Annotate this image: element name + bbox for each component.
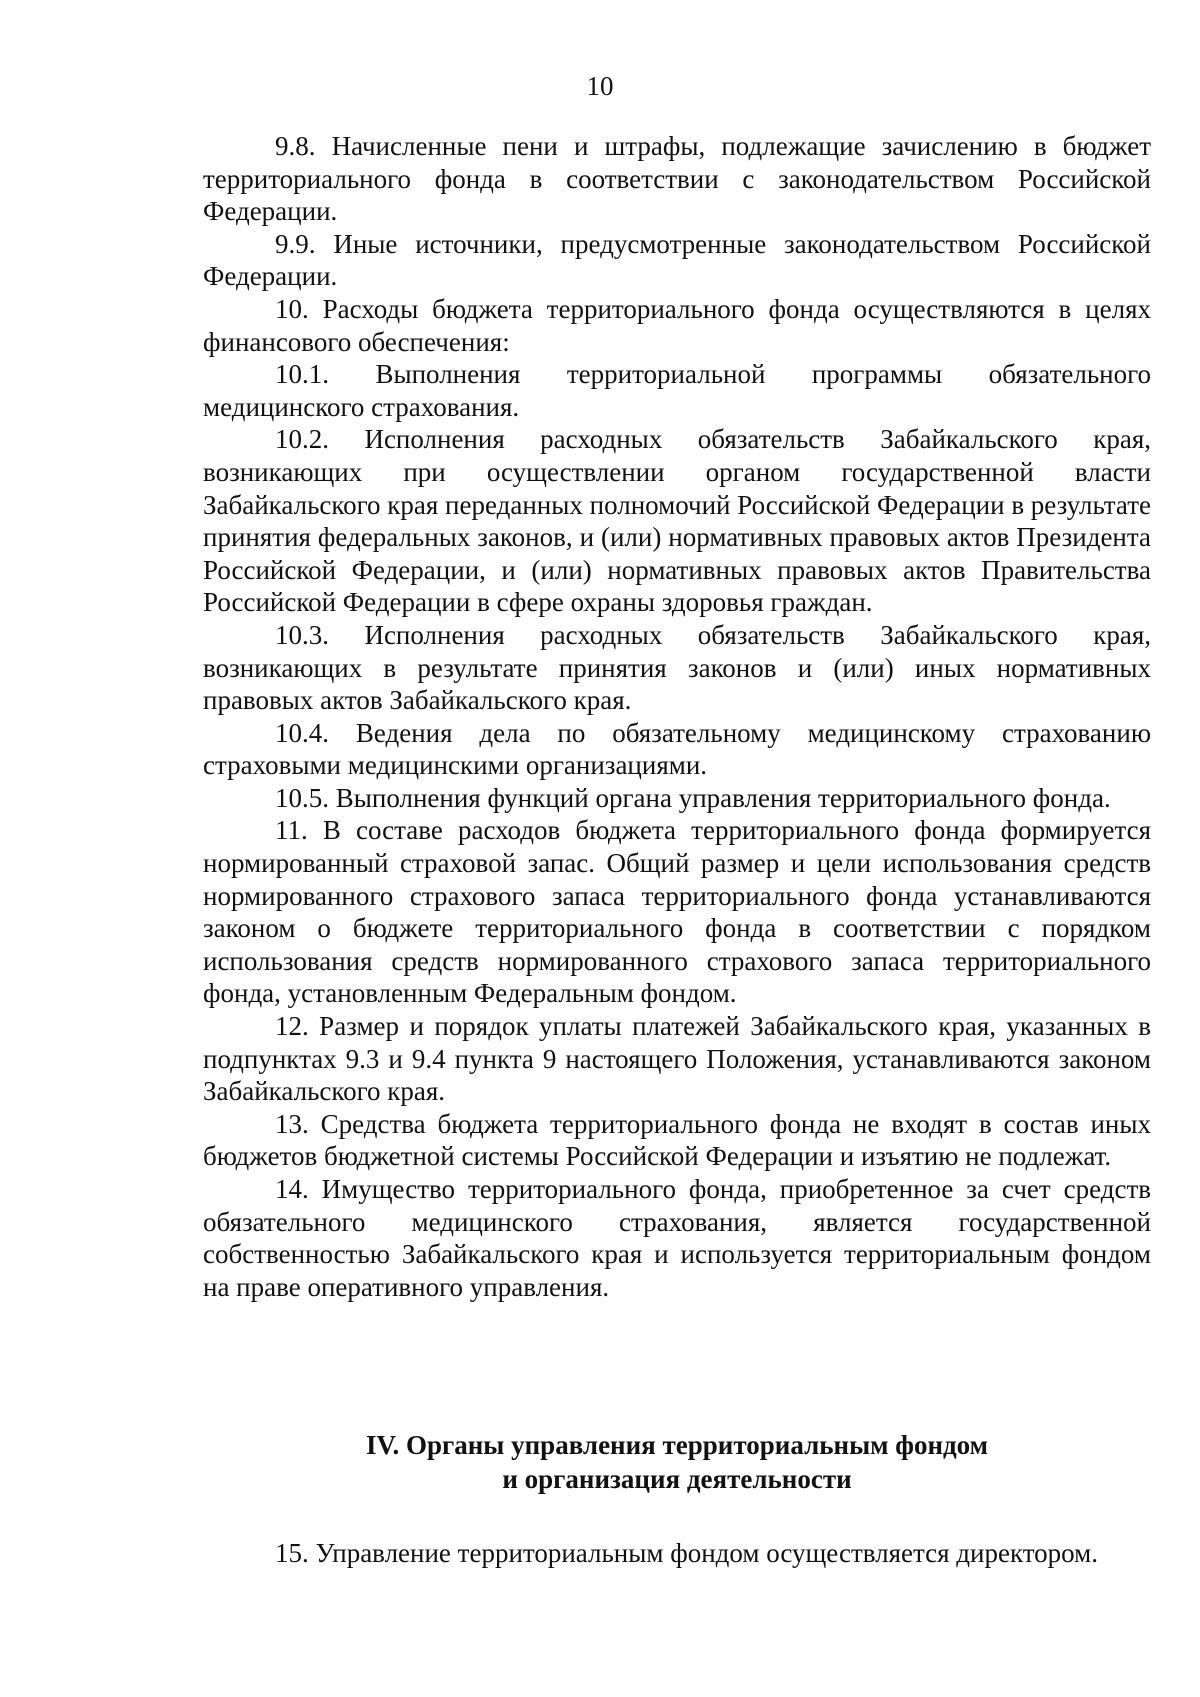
paragraph-10-4: 10.4. Ведения дела по обязательному медицинскому страхованию страховыми медицинскими организациями. — [203, 717, 1151, 781]
paragraph-14: 14. Имущество территориального фонда, приобретенное за счет средств обязательного медицинского страхования, является государственной собственностью Забайкальского края и используется территориальным фондом на праве оперативного управления. — [203, 1174, 1151, 1302]
paragraph-15: 15. Управление территориальным фондом осуществляется директором. — [275, 1538, 1098, 1568]
paragraph-13: 13. Средства бюджета территориального фонда не входят в состав иных бюджетов бюджетной системы Российской Федерации и изъятию не подлежат. — [203, 1108, 1151, 1172]
paragraph-9-8: 9.8. Начисленные пени и штрафы, подлежащие зачислению в бюджет территориального фонда в соответствии с законодательством Российской Федерации. — [203, 131, 1151, 227]
section-heading — [203, 1428, 1151, 1496]
page-number: 10 — [586, 71, 614, 101]
paragraph-10-5: 10.5. Выполнения функций органа управления территориального фонда. — [275, 782, 1111, 813]
section-body — [203, 1537, 1151, 1570]
paragraph-11: 11. В составе расходов бюджета территориального фонда формируется нормированный страховой запас. Общий размер и цели использования средств нормированного страхового запаса территориального фонда устанавливаются законом о бюджете территориального фонда в соответствии с порядком использования средств нормированного страхового запаса территориального фонда, установленным Федеральным фондом. — [203, 815, 1151, 1009]
document-body — [203, 130, 1151, 1303]
section-heading-line-2: и организация деятельности — [502, 1464, 852, 1494]
paragraph-10: 10. Расходы бюджета территориального фонда осуществляются в целях финансового обеспечения: — [203, 293, 1151, 357]
paragraph-12: 12. Размер и порядок уплаты платежей Забайкальского края, указанных в подпунктах 9.3 и 9.4 пункта 9 настоящего Положения, устанавливаются законом Забайкальского края. — [203, 1011, 1151, 1107]
paragraph-10-2: 10.2. Исполнения расходных обязательств Забайкальского края, возникающих при осуществлении органом государственной власти Забайкальского края переданных полномочий Российской Федерации в результате принятия федеральных законов, и (или) нормативных правовых актов Президента Российской Федерации, и (или) нормативных правовых актов Правительства Российской Федерации в сфере охраны здоровья граждан. — [203, 424, 1151, 618]
paragraph-10-3: 10.3. Исполнения расходных обязательств Забайкальского края, возникающих в результате принятия законов и (или) иных нормативных правовых актов Забайкальского края. — [203, 619, 1151, 716]
section-heading-line-1: IV. Органы управления территориальным фондом — [365, 1430, 989, 1460]
paragraph-10-1: 10.1. Выполнения территориальной программы обязательного медицинского страхования. — [203, 359, 1151, 422]
paragraph-9-9: 9.9. Иные источники, предусмотренные законодательством Российской Федерации. — [203, 228, 1151, 292]
